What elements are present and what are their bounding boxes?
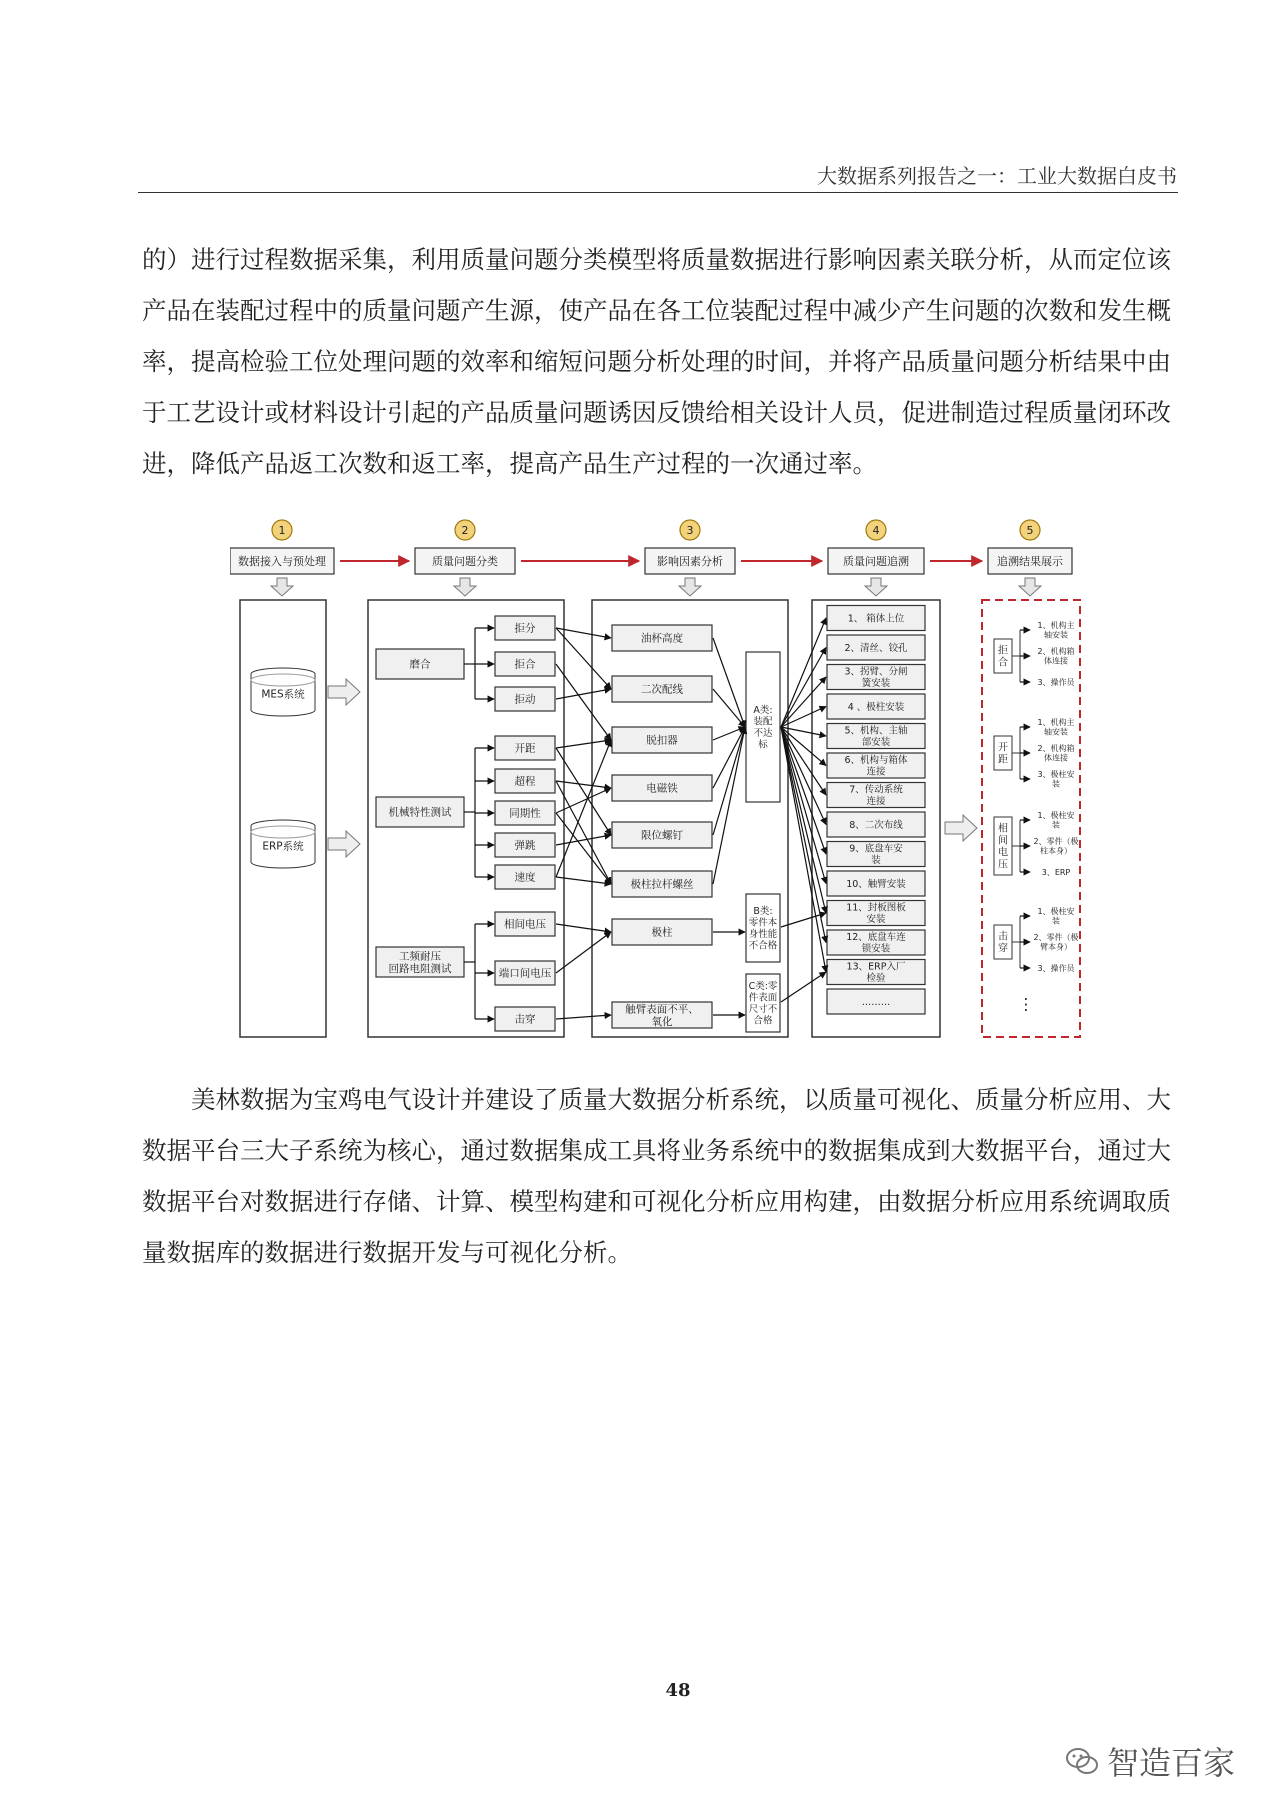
class-label-0: A类:装配不达标 (753, 705, 773, 751)
step-2-box-label: 质量问题分类 (432, 554, 498, 568)
result-item-2-0: 1、极柱安装 (1037, 811, 1075, 830)
result-item-2-2: 3、ERP (1041, 867, 1071, 877)
paragraph-1: 的）进行过程数据采集，利用质量问题分类模型将质量数据进行影响因素关联分析，从而定位该产品在装配过程中的质量问题产生源，使产品在各工位装配过程中减少产生问题的次数和发生概率，提高检验工位处理问题的效率和缩短问题分析处理的时间，并将产品质量问题分析结果中由于工艺设计或材料设计引起的产品质量问题诱因反馈给相关设计人员，促进制造过程质量闭环改进，降低产品返工次数和返工率，提高产品生产过程的一次通过率。 (142, 245, 1171, 478)
class-label-1: B类:零件本身性能不合格 (748, 906, 778, 952)
step-2-down-arrow (454, 578, 476, 596)
station-box-11-label: 12、底盘车连锁安装 (846, 932, 906, 955)
result-category-label-3: 击穿 (998, 931, 1008, 955)
station-box-12-label: 13、ERP入厂检验 (846, 961, 906, 985)
step-2-number: 2 (461, 523, 469, 537)
problem-box-6-label: 弹跳 (514, 839, 536, 852)
result-item-3-2: 3、操作员 (1037, 963, 1075, 973)
result-item-3-0: 1、极柱安装 (1037, 907, 1075, 926)
station-box-1-label: 2、清丝、铰孔 (844, 642, 908, 654)
problem-box-1-label: 拒合 (514, 658, 536, 671)
step-1-down-arrow (271, 578, 293, 596)
step-4-down-arrow (865, 578, 887, 596)
station-box-3-label: 4 、极柱安装 (847, 701, 905, 713)
step-5-down-arrow (1019, 578, 1041, 596)
step-1-number: 1 (278, 523, 286, 537)
step-3-box-label: 影响因素分析 (657, 554, 723, 568)
factor-box-7-label: 触臂表面不平、氧化 (625, 1003, 699, 1028)
result-item-3-1: 2、零件（极臂本身） (1033, 933, 1079, 952)
factor-box-1-label: 二次配线 (641, 683, 683, 696)
factor-box-0-label: 油杯高度 (641, 632, 683, 645)
result-item-0-0: 1、机构主轴安装 (1037, 621, 1075, 640)
result-category-label-1: 开距 (998, 742, 1008, 766)
station-box-2-label: 3、拐臂、分闸簧安装 (844, 666, 908, 690)
result-item-1-0: 1、机构主轴安装 (1037, 718, 1075, 737)
station-box-6-label: 7、传动系统连接 (849, 784, 903, 808)
result-item-0-2: 3、操作员 (1037, 677, 1075, 687)
station-box-7-label: 8、二次布线 (849, 819, 903, 831)
step-1-box-label: 数据接入与预处理 (238, 554, 326, 568)
factor-box-3-label: 电磁铁 (646, 782, 678, 795)
problem-box-7-label: 速度 (514, 871, 536, 884)
test-box-2-label: 工频耐压回路电阻测试 (388, 950, 452, 975)
problem-box-3-label: 开距 (514, 742, 536, 755)
factor-box-2-label: 脱扣器 (646, 734, 678, 747)
problem-box-0-label: 拒分 (514, 622, 536, 635)
step-5-box-label: 追溯结果展示 (997, 554, 1063, 568)
results-more-marker: ⋮ (1018, 994, 1034, 1014)
problem-box-5-label: 同期性 (509, 807, 541, 820)
station-box-9-label: 10、触臂安装 (846, 878, 906, 890)
quality-analysis-flow-diagram (230, 512, 1090, 1052)
panel-data-sources (240, 600, 326, 1037)
problem-box-8-label: 相间电压 (504, 918, 546, 931)
result-category-label-2: 相间电压 (998, 823, 1008, 871)
step-3-down-arrow (679, 578, 701, 596)
test-box-0-label: 磨合 (409, 658, 431, 671)
trace-to-results-arrow (945, 815, 977, 841)
step-3-number: 3 (686, 523, 694, 537)
factor-box-6-label: 极柱 (651, 926, 673, 939)
running-header: 大数据系列报告之一：工业大数据白皮书 (817, 164, 1177, 188)
result-item-1-2: 3、极柱安装 (1037, 770, 1075, 789)
result-category-label-0: 拒合 (998, 645, 1008, 669)
station-box-5-label: 6、机构与箱体连接 (844, 755, 908, 778)
class-label-2: C类:零件表面尺寸不合格 (748, 981, 778, 1027)
station-box-4-label: 5、机构、主轴部安装 (844, 725, 908, 749)
problem-box-4-label: 超程 (514, 775, 536, 788)
system-to-classify-arrow (328, 679, 360, 705)
watermark (1065, 1738, 1235, 1784)
station-box-0-label: 1、 箱体上位 (847, 613, 905, 625)
paragraph-2: 美林数据为宝鸡电气设计并建设了质量大数据分析系统，以质量可视化、质量分析应用、大数据平台三大子系统为核心，通过数据集成工具将业务系统中的数据集成到大数据平台，通过大数据平台对数据进行存储、计算、模型构建和可视化分析应用构建，由数据分析应用系统调取质量数据库的数据进行数据开发与可视化分析。 (142, 1085, 1171, 1267)
factor-box-4-label: 限位螺钉 (641, 829, 683, 842)
system-to-classify-arrow (328, 831, 360, 857)
problem-box-9-label: 端口间电压 (498, 967, 552, 980)
watermark-text: 智造百家 (1107, 1744, 1236, 1782)
factor-box-5-label: 极柱拉杆螺丝 (630, 878, 694, 891)
station-box-10-label: 11、封板图板安装 (846, 902, 906, 926)
header-rule (138, 192, 1178, 193)
db-label-0: MES系统 (261, 688, 305, 701)
result-item-0-1: 2、机构箱体连接 (1037, 647, 1075, 666)
step-4-number: 4 (872, 523, 880, 537)
result-item-1-1: 2、机构箱体连接 (1037, 744, 1075, 763)
step-4-box-label: 质量问题追溯 (843, 554, 909, 568)
wechat-icon (1065, 1746, 1099, 1776)
problem-box-2-label: 拒动 (514, 693, 536, 706)
station-box-13-label: ……… (861, 996, 891, 1008)
test-box-1-label: 机械特性测试 (388, 806, 452, 819)
station-box-8-label: 9、底盘车安装 (849, 843, 903, 867)
problem-box-10-label: 击穿 (514, 1013, 536, 1026)
page-number: 48 (665, 1680, 691, 1701)
result-item-2-1: 2、零件（极柱本身） (1033, 837, 1079, 856)
step-5-number: 5 (1026, 523, 1034, 537)
db-label-1: ERP系统 (262, 840, 304, 853)
